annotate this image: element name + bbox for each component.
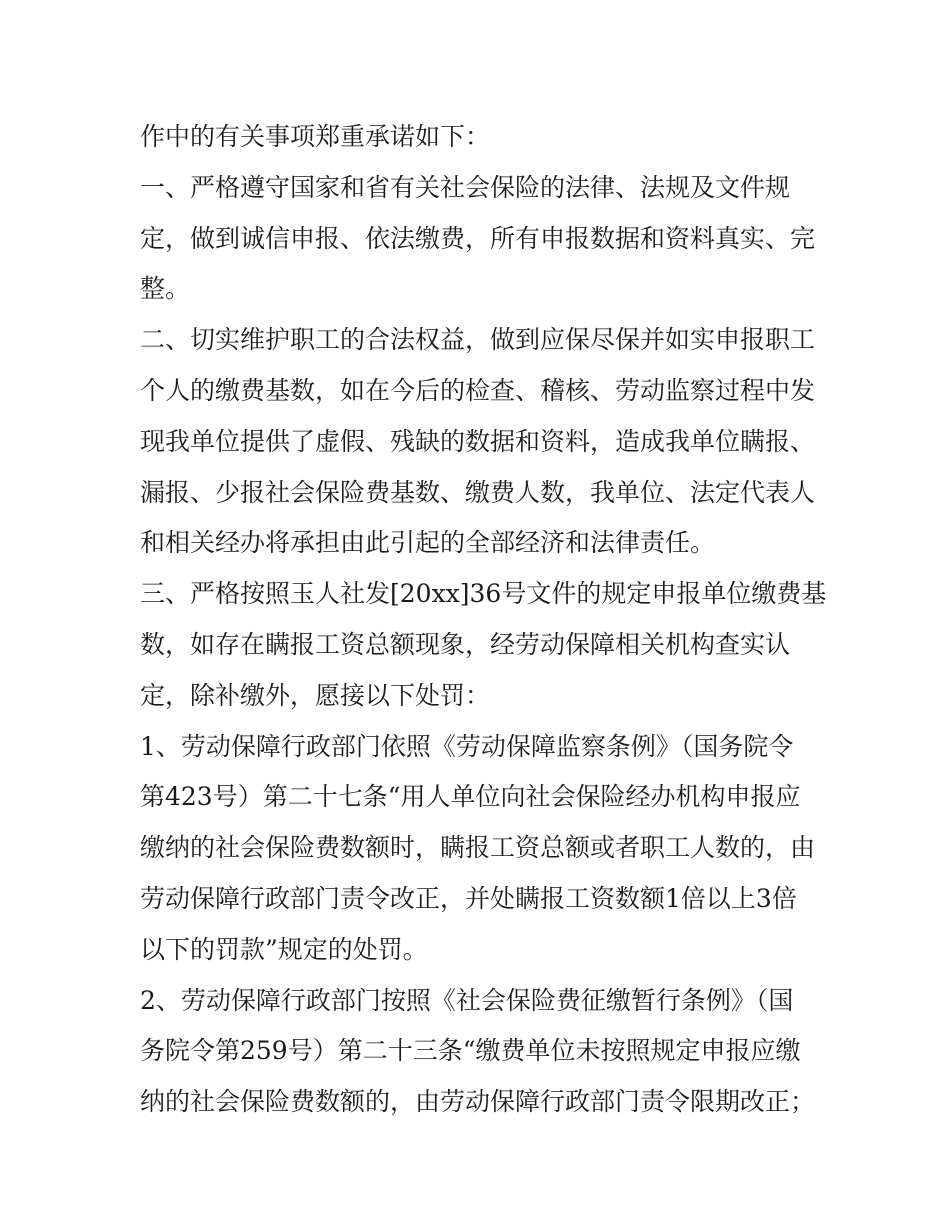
text-line: 劳动保障行政部门责令改正，并处瞒报工资数额1倍以上3倍	[140, 883, 797, 913]
text-line: 纳的社会保险费数额的，由劳动保障行政部门责令限期改正；	[140, 1087, 816, 1117]
text-line: 缴纳的社会保险费数额时，瞒报工资总额或者职工人数的，由	[140, 833, 816, 863]
text-line: 漏报、少报社会保险费基数、缴费人数，我单位、法定代表人	[140, 477, 816, 507]
text-line: 一、严格遵守国家和省有关社会保险的法律、法规及文件规	[140, 172, 791, 202]
text-line: 定，做到诚信申报、依法缴费，所有申报数据和资料真实、完	[140, 223, 816, 253]
text-line: 以下的罚款”规定的处罚。	[140, 934, 428, 964]
text-line: 定，除补缴外，愿接以下处罚：	[140, 680, 491, 710]
text-line: 三、严格按照玉人社发[20xx]36号文件的规定申报单位缴费基	[140, 579, 827, 609]
text-line: 数，如存在瞒报工资总额现象，经劳动保障相关机构查实认	[140, 629, 791, 659]
text-line: 个人的缴费基数，如在今后的检查、稽核、劳动监察过程中发	[140, 375, 816, 405]
text-line: 务院令第259号）第二十三条“缴费单位未按照规定申报应缴	[140, 1036, 801, 1066]
text-line: 第423号）第二十七条“用人单位向社会保险经办机构申报应	[140, 782, 801, 812]
text-line: 和相关经办将承担由此引起的全部经济和法律责任。	[140, 528, 716, 558]
text-line: 1、劳动保障行政部门依照《劳动保障监察条例》（国务院令	[140, 731, 794, 761]
text-line: 现我单位提供了虚假、残缺的数据和资料，造成我单位瞒报、	[140, 426, 816, 456]
text-line: 作中的有关事项郑重承诺如下：	[140, 122, 491, 151]
text-line: 2、劳动保障行政部门按照《社会保险费征缴暂行条例》（国	[140, 985, 794, 1015]
text-line: 整。	[140, 274, 191, 304]
document-body	[140, 112, 827, 1128]
text-line: 二、切实维护职工的合法权益，做到应保尽保并如实申报职工	[140, 325, 816, 355]
